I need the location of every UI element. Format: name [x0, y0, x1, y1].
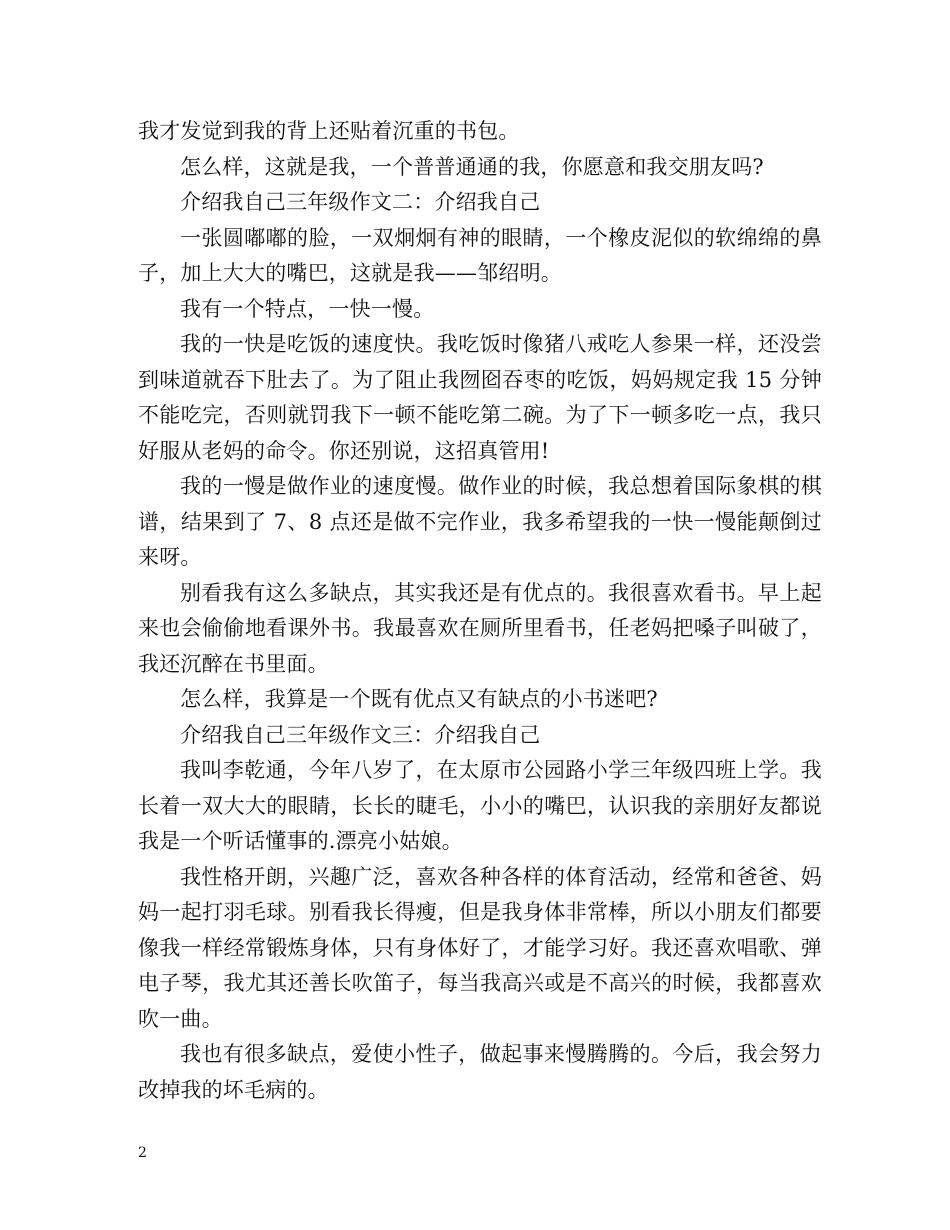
document-body	[138, 114, 822, 1108]
paragraph-5: 我有一个特点，一快一慢。	[180, 296, 435, 321]
page-number: 2	[138, 1145, 147, 1161]
paragraph-9: 怎么样，我算是一个既有优点又有缺点的小书迷吧?	[180, 687, 658, 711]
paragraph-2: 怎么样，这就是我，一个普普通通的我，你愿意和我交朋友吗?	[180, 154, 764, 179]
paragraph-11: 我叫李乾通，今年八岁了，在太原市公园路小学三年级四班上学。我长着一双大大的眼睛，长长的睫毛，小小的嘴巴，认识我的亲朋好友都说我是一个听话懂事的.漂亮小姑娘。	[138, 758, 822, 853]
paragraph-13: 我也有很多缺点，爱使小性子，做起事来慢腾腾的。今后，我会努力改掉我的坏毛病的。	[138, 1042, 822, 1102]
section-heading-2: 介绍我自己三年级作文二：介绍我自己	[180, 190, 541, 214]
paragraph-7: 我的一慢是做作业的速度慢。做作业的时候，我总想着国际象棋的棋谱，结果到了 7、8 点还是做不完作业，我多希望我的一快一慢能颠倒过来呀。	[138, 474, 822, 569]
section-heading-3: 介绍我自己三年级作文三：介绍我自己	[180, 722, 541, 747]
paragraph-8: 别看我有这么多缺点，其实我还是有优点的。我很喜欢看书。早上起来也会偷偷地看课外书。我最喜欢在厕所里看书，任老妈把嗓子叫破了，我还沉醉在书里面。	[138, 580, 822, 676]
paragraph-4: 一张圆嘟嘟的脸，一双炯炯有神的眼睛，一个橡皮泥似的软绵绵的鼻子，加上大大的嘴巴，这就是我——邹绍明。	[138, 225, 822, 285]
paragraph-6: 我的一快是吃饭的速度快。我吃饭时像猪八戒吃人参果一样，还没尝到味道就吞下肚去了。为了阻止我囫囵吞枣的吃饭，妈妈规定我 15 分钟不能吃完，否则就罚我下一顿不能吃第二碗。为了下一顿多吃一点，我只好服从老妈的命令。你还别说，这招真管用!	[138, 332, 822, 463]
paragraph-12: 我性格开朗，兴趣广泛，喜欢各种各样的体育活动，经常和爸爸、妈妈一起打羽毛球。别看我长得瘦，但是我身体非常棒，所以小朋友们都要像我一样经常锻炼身体，只有身体好了，才能学习好。我还喜欢唱歌、弹电子琴，我尤其还善长吹笛子，每当我高兴或是不高兴的时候，我都喜欢吹一曲。	[138, 864, 822, 1031]
paragraph-1: 我才发觉到我的背上还贴着沉重的书包。	[138, 119, 520, 143]
